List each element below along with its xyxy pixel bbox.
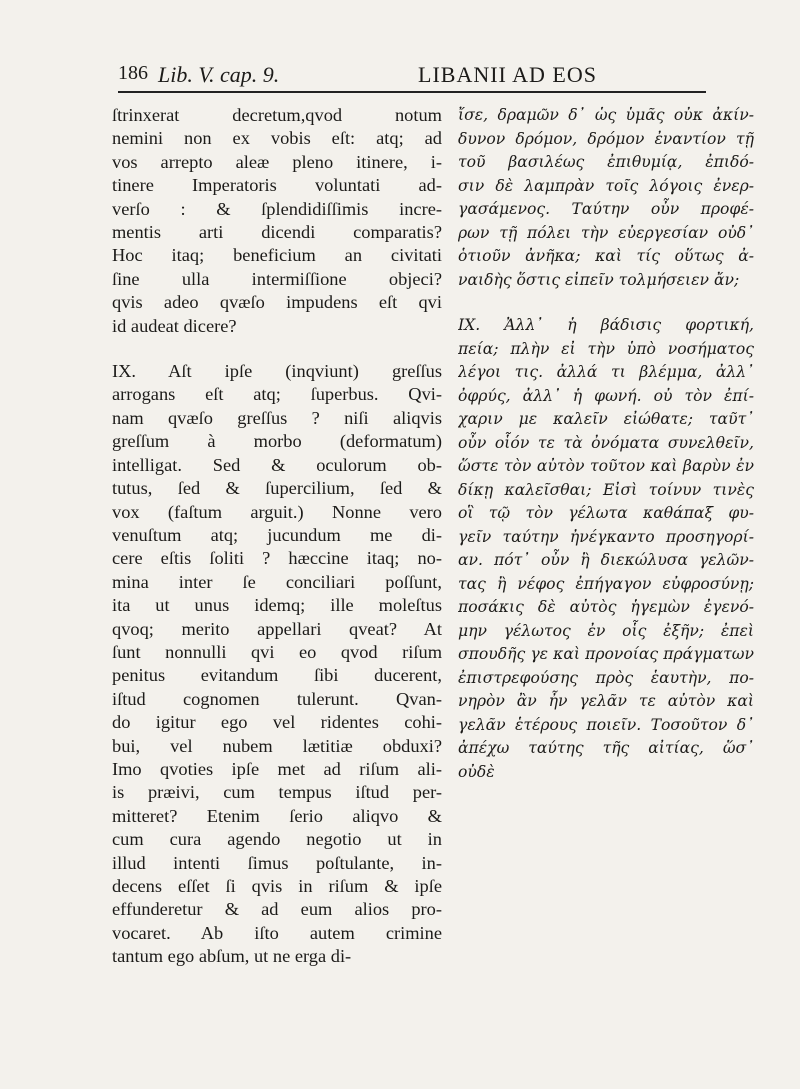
text-line: οὐδὲ	[458, 762, 495, 781]
text-line: σπουδῆς γε καὶ προνοίας πράγματων	[458, 645, 754, 663]
running-head: Lib. V. cap. 9.	[158, 62, 280, 87]
text-line: nemini non ex vobis eſt: atq; ad	[112, 128, 442, 149]
latin-paragraph-2	[112, 360, 442, 969]
text-line: ποσάκις δὲ αὐτὸς ἡγεμὼν ἐγενό-	[458, 598, 754, 616]
text-line: ita ut unus idemq; ille moleſtus	[112, 595, 442, 616]
text-line: IX. Ἀλλ᾽ ἡ βάδισις φορτική,	[458, 316, 754, 334]
text-line: qvoq; merito appellari qveat? At	[112, 618, 442, 639]
text-line: greſſum à morbo (deformatum)	[112, 431, 442, 452]
text-line: tantum ego abſum, ut ne erga di-	[112, 946, 352, 967]
header-rule	[118, 91, 706, 93]
text-line: intelligat. Sed & oculorum ob-	[112, 454, 442, 475]
text-line: illud intenti ſimus poſtulante, in-	[112, 852, 442, 873]
text-line: Hoc itaq; beneficium an civitati	[112, 245, 442, 266]
text-line: qvis adeo qvæſo impudens eſt qvi	[112, 292, 442, 313]
text-line: τας ἢ νέφος ἐπήγαγον εὐφροσύνῃ;	[458, 574, 754, 593]
text-line: mitteret? Etenim ſerio aliqvo &	[112, 805, 442, 826]
text-line: ναιδὴς ὅστις εἰπεῖν τολμήσειεν ἄν;	[458, 270, 740, 289]
paragraph-gap	[112, 338, 442, 360]
paragraph-gap	[458, 292, 754, 314]
latin-column	[112, 104, 442, 969]
text-line: mina inter ſe conciliari poſſunt,	[112, 571, 442, 592]
text-line: verſo : & ſplendidiſſimis incre-	[112, 198, 442, 219]
text-line: οἳ τῷ τὸν γέλωτα καθάπαξ φυ-	[458, 504, 754, 522]
text-line: id audeat dicere?	[112, 315, 237, 336]
text-line: vocaret. Ab iſto autem crimine	[112, 922, 442, 943]
text-line: cum cura agendo negotio ut in	[112, 829, 442, 850]
text-line: δυνον δρόμον, δρόμον ἐναντίον τῇ	[458, 129, 754, 148]
text-line: αν. πότ᾽ οὖν ἢ διεκώλυσα γελῶν-	[458, 551, 754, 569]
text-line: vos arrepto aleæ pleno itinere, i-	[112, 151, 442, 172]
text-line: γασάμενος. Ταύτην οὖν προφέ-	[458, 200, 754, 218]
text-line: mentis arti dicendi comparatis?	[112, 222, 442, 243]
page-header	[118, 52, 718, 92]
text-line: δίκῃ καλεῖσθαι; Εἰσὶ τοίνυν τινὲς	[458, 480, 754, 499]
page-number: 186	[118, 62, 148, 84]
text-line: ἴσε, δραμῶν δ᾽ ὡς ὑμᾶς οὐκ ἀκίν-	[458, 106, 754, 124]
text-line: penitus evitandum ſibi ducerent,	[112, 665, 442, 686]
text-line: λέγοι τις. ἀλλά τι βλέμμα, ἀλλ᾽	[458, 363, 754, 381]
text-line: venuſtum atq; jucundum me di-	[112, 524, 442, 545]
text-line: ἀπέχω ταύτης τῆς αἰτίας, ὥσ᾽	[458, 739, 754, 757]
text-line: ſine ulla intermiſſione objeci?	[112, 268, 442, 289]
text-line: vox (faſtum arguit.) Nonne vero	[112, 501, 442, 522]
text-line: iſtud cognomen tulerunt. Qvan-	[112, 688, 442, 709]
text-line: ἐπιστρεφούσης πρὸς ἑαυτὴν, πο-	[458, 668, 754, 687]
page-title: LIBANII AD EOS	[418, 62, 597, 87]
text-line: Imo qvoties ipſe met ad riſum ali-	[112, 758, 442, 779]
text-line: effunderetur & ad eum alios pro-	[112, 899, 442, 920]
text-line: ſunt nonnulli qvi eo qvod riſum	[112, 641, 442, 662]
text-line: tutus, ſed & ſupercilium, ſed &	[112, 478, 442, 499]
text-line: ὀφρύς, ἀλλ᾽ ἡ φωνή. οὐ τὸν ἐπί-	[458, 386, 754, 405]
text-line: πεία; πλὴν εἰ τὴν ὑπὸ νοσήματος	[458, 339, 754, 358]
text-line: γελᾶν ἑτέρους ποιεῖν. Τοσοῦτον δ᾽	[458, 715, 754, 734]
latin-paragraph-1	[112, 104, 442, 338]
text-line: χαριν με καλεῖν εἰώθατε; ταῦτ᾽	[458, 410, 754, 428]
text-line: cere eſtis ſoliti ? hæccine itaq; no-	[112, 548, 442, 569]
text-line: ὥστε τὸν αὐτὸν τοῦτον καὶ βαρὺν ἐν	[458, 457, 754, 475]
text-line: μην γέλωτος ἐν οἷς ἐξῆν; ἐπεὶ	[458, 621, 754, 640]
text-line: arrogans eſt atq; ſuperbus. Qvi-	[112, 384, 442, 405]
text-line: τοῦ βασιλέως ἐπιθυμίᾳ, ἐπιδό-	[458, 153, 754, 171]
text-line: νηρὸν ἂν ἦν γελᾶν τε αὐτὸν καὶ	[458, 692, 754, 710]
text-line: ὁτιοῦν ἀνῆκα; καὶ τίς οὕτως ἀ-	[458, 247, 754, 265]
greek-paragraph-2	[458, 314, 754, 784]
text-line: bui, vel nubem lætitiæ obduxi?	[112, 735, 442, 756]
text-line: do igitur ego vel ridentes cohi-	[112, 712, 442, 733]
text-line: οὖν οἷόν τε τὰ ὀνόματα συνελθεῖν,	[458, 433, 754, 452]
text-line: γεῖν ταύτην ἠνέγκαντο προσηγορί-	[458, 527, 754, 546]
greek-paragraph-1	[458, 104, 754, 292]
text-line: σιν δὲ λαμπρὰν τοῖς λόγοις ἐνερ-	[458, 176, 754, 195]
text-line: is præivi, cum tempus iſtud per-	[112, 782, 442, 803]
text-line: ſtrinxerat decretum,qvod notum	[112, 105, 442, 125]
text-line: ρων τῇ πόλει τὴν εὐεργεσίαν οὐδ᾽	[458, 223, 754, 242]
text-line: tinere Imperatoris voluntati ad-	[112, 175, 442, 196]
text-line: nam qvæſo greſſus ? niſi aliqvis	[112, 407, 442, 428]
text-line: IX. Aſt ipſe (inqviunt) greſſus	[112, 361, 442, 382]
text-line: decens eſſet ſi qvis in riſum & ipſe	[112, 876, 442, 896]
greek-column	[458, 104, 754, 784]
